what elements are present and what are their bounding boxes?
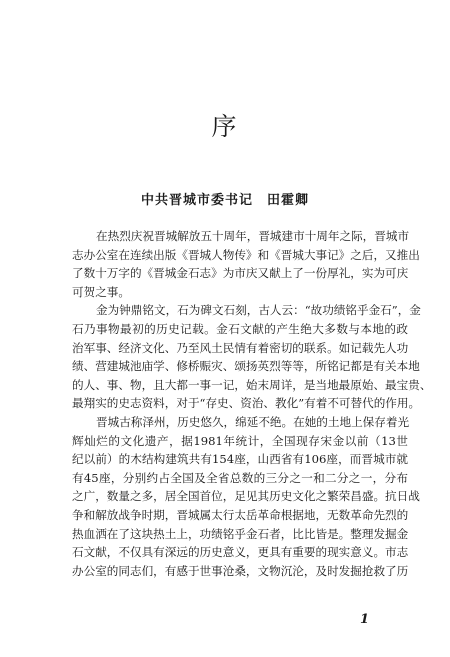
text-line: 绩、营建城池庙学、修桥赈灾、颂扬英烈等等，所铭记都是有关本地 [72,359,420,374]
text-line: 治军事、经济文化、乃至风土民情有着密切的联系。如记载先人功 [72,340,409,355]
text-line: 办公室的同志们，有感于世事沧桑，文物沉沦，及时发掘抢救了历 [72,563,409,578]
page-number: 1 [360,612,370,627]
text-line: 纪以前）的木结构建筑共有154座，山西省有106座，而晋城市就 [72,452,408,467]
text-line: 石乃事物最初的历史记载。金石文献的产生绝大多数与本地的政 [72,321,408,336]
text-line: 石文献，不仅具有深远的历史意义，更具有重要的现实意义。市志 [72,545,409,560]
paragraph [72,413,420,580]
text-line: 之广，数量之多，居全国首位，足见其历史文化之繁荣昌盛。抗日战 [72,489,420,504]
section-heading: 序 [211,112,239,141]
text-line: 在热烈庆祝晋城解放五十周年，晋城建市十周年之际，晋城市 [96,229,410,243]
body-text [72,227,432,580]
author-line: 中共晋城市委书记 田霍卿 [140,193,309,208]
text-line: 金为钟鼎铭文，石为碑文石刻，古人云：“故功绩铭乎金石”，金 [96,303,421,318]
text-line: 有45座，分别约占全国及全省总数的三分之一和二分之一，分布 [72,470,408,485]
paragraph [72,301,432,413]
text-line: 可贺之事。 [72,284,130,299]
text-line: 志办公室在连续出版《晋城人物传》和《晋城大事记》之后，又推出 [72,247,420,262]
text-line: 的人、事、物，且大都一事一记，始末周详，是当地最原始、最宝贵、 [72,377,432,392]
text-line: 争和解放战争时期，晋城属太行太岳革命根据地，无数革命先烈的 [72,507,409,522]
paragraph [72,227,420,301]
text-line: 辉灿烂的文化遗产，据1981年统计，全国现存宋金以前（13世 [72,433,408,448]
text-line: 了数十万字的《晋城金石志》为市庆又献上了一份厚礼，实为可庆 [72,266,409,281]
text-line: 最翔实的史志资料，对于“存史、资治、教化”有着不可替代的作用。 [72,396,421,411]
text-line: 晋城古称泽州，历史悠久，绵延不绝。在她的土地上保存着光 [96,414,410,429]
text-line: 热血洒在了这块热土上，功绩铭乎金石者，比比皆是。整理发掘金 [72,526,409,541]
